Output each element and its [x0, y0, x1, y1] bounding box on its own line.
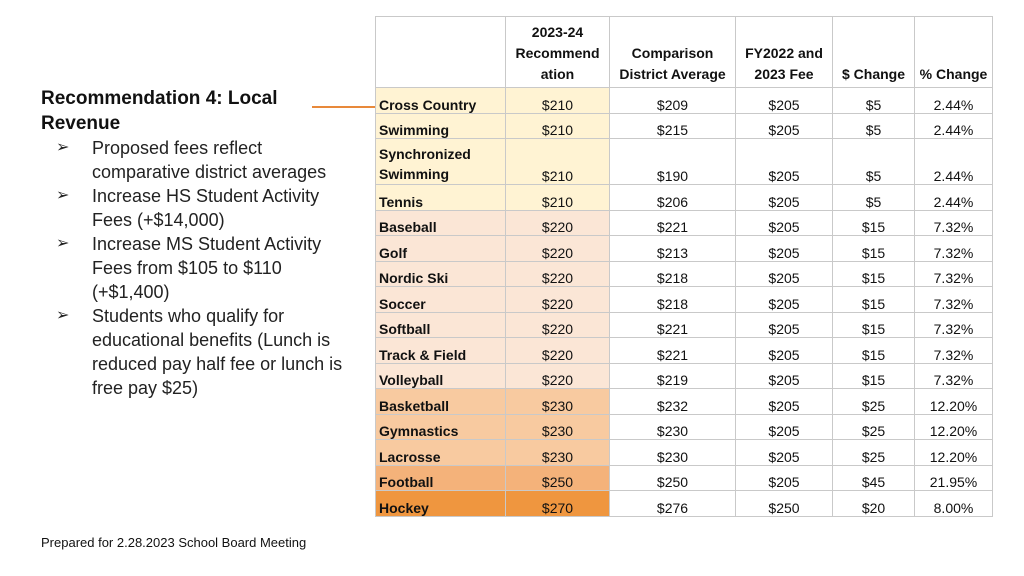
- table-row: [376, 363, 993, 389]
- cell-percent-change: 2.44%: [915, 185, 993, 211]
- cell-district-average: $218: [610, 261, 736, 287]
- cell-sport: Softball: [376, 312, 506, 338]
- cell-district-average: $190: [610, 139, 736, 185]
- header-current-fee: FY2022 and 2023 Fee: [736, 17, 833, 88]
- table-row: [376, 389, 993, 415]
- table-row: [376, 210, 993, 236]
- cell-percent-change: 7.32%: [915, 363, 993, 389]
- cell-district-average: $218: [610, 287, 736, 313]
- cell-percent-change: 7.32%: [915, 261, 993, 287]
- cell-dollar-change: $15: [833, 261, 915, 287]
- header-district-average: Comparison District Average: [610, 17, 736, 88]
- cell-current-fee: $250: [736, 491, 833, 517]
- cell-percent-change: 7.32%: [915, 236, 993, 262]
- table-row: [376, 440, 993, 466]
- cell-percent-change: 2.44%: [915, 139, 993, 185]
- cell-recommendation: $230: [506, 414, 610, 440]
- header-sport: [376, 17, 506, 88]
- cell-recommendation: $220: [506, 287, 610, 313]
- arrow-bullet-icon: ➢: [56, 235, 70, 252]
- cell-district-average: $215: [610, 113, 736, 139]
- cell-current-fee: $205: [736, 389, 833, 415]
- cell-district-average: $209: [610, 88, 736, 114]
- table-body: [376, 88, 993, 517]
- cell-district-average: $213: [610, 236, 736, 262]
- cell-current-fee: $205: [736, 287, 833, 313]
- cell-sport: Hockey: [376, 491, 506, 517]
- cell-recommendation: $220: [506, 312, 610, 338]
- cell-recommendation: $230: [506, 389, 610, 415]
- cell-current-fee: $205: [736, 210, 833, 236]
- cell-sport: Lacrosse: [376, 440, 506, 466]
- cell-district-average: $221: [610, 312, 736, 338]
- cell-current-fee: $205: [736, 113, 833, 139]
- cell-sport: Basketball: [376, 389, 506, 415]
- header-recommendation: 2023-24 Recommend ation: [506, 17, 610, 88]
- cell-current-fee: $205: [736, 312, 833, 338]
- recommendation-panel: [41, 86, 346, 400]
- table-row: [376, 414, 993, 440]
- cell-current-fee: $205: [736, 236, 833, 262]
- cell-recommendation: $220: [506, 210, 610, 236]
- cell-percent-change: 2.44%: [915, 113, 993, 139]
- table-row: [376, 139, 993, 185]
- cell-recommendation: $220: [506, 261, 610, 287]
- cell-sport: Volleyball: [376, 363, 506, 389]
- cell-dollar-change: $20: [833, 491, 915, 517]
- cell-recommendation: $220: [506, 236, 610, 262]
- cell-percent-change: 2.44%: [915, 88, 993, 114]
- cell-current-fee: $205: [736, 465, 833, 491]
- cell-recommendation: $210: [506, 88, 610, 114]
- cell-recommendation: $250: [506, 465, 610, 491]
- cell-dollar-change: $25: [833, 440, 915, 466]
- table-row: [376, 113, 993, 139]
- table-header-row: [376, 17, 993, 88]
- cell-recommendation: $270: [506, 491, 610, 517]
- cell-sport: Swimming: [376, 113, 506, 139]
- table-row: [376, 338, 993, 364]
- cell-district-average: $221: [610, 210, 736, 236]
- cell-recommendation: $230: [506, 440, 610, 466]
- cell-current-fee: $205: [736, 185, 833, 211]
- cell-recommendation: $210: [506, 185, 610, 211]
- cell-district-average: $221: [610, 338, 736, 364]
- table-row: [376, 261, 993, 287]
- cell-current-fee: $205: [736, 414, 833, 440]
- table-row: [376, 185, 993, 211]
- cell-dollar-change: $5: [833, 139, 915, 185]
- cell-dollar-change: $15: [833, 363, 915, 389]
- cell-dollar-change: $5: [833, 88, 915, 114]
- cell-current-fee: $205: [736, 88, 833, 114]
- table-row: [376, 88, 993, 114]
- cell-percent-change: 7.32%: [915, 338, 993, 364]
- cell-recommendation: $220: [506, 338, 610, 364]
- cell-percent-change: 21.95%: [915, 465, 993, 491]
- slide-heading: Recommendation 4: Local Revenue: [41, 88, 278, 134]
- arrow-bullet-icon: ➢: [56, 139, 70, 156]
- cell-recommendation: $210: [506, 139, 610, 185]
- cell-dollar-change: $5: [833, 185, 915, 211]
- cell-dollar-change: $15: [833, 236, 915, 262]
- cell-recommendation: $210: [506, 113, 610, 139]
- connector-line: [312, 106, 378, 108]
- cell-percent-change: 7.32%: [915, 287, 993, 313]
- table-row: [376, 287, 993, 313]
- header-percent-change: % Change: [915, 17, 993, 88]
- bullet-item: ➢ Proposed fees reflect comparative district averages: [56, 138, 327, 182]
- cell-sport: Tennis: [376, 185, 506, 211]
- table-row: [376, 312, 993, 338]
- cell-district-average: $250: [610, 465, 736, 491]
- cell-recommendation: $220: [506, 363, 610, 389]
- cell-dollar-change: $15: [833, 287, 915, 313]
- cell-sport: Track & Field: [376, 338, 506, 364]
- cell-percent-change: 8.00%: [915, 491, 993, 517]
- bullet-list: [41, 136, 346, 400]
- bullet-item: ➢ Increase MS Student Activity Fees from $105 to $110 (+$1,400): [56, 234, 322, 302]
- cell-sport: Baseball: [376, 210, 506, 236]
- cell-dollar-change: $15: [833, 312, 915, 338]
- cell-sport: Soccer: [376, 287, 506, 313]
- cell-sport: Nordic Ski: [376, 261, 506, 287]
- cell-sport: Golf: [376, 236, 506, 262]
- footer-note: Prepared for 2.28.2023 School Board Meeting: [41, 535, 307, 550]
- header-dollar-change: $ Change: [833, 17, 915, 88]
- cell-dollar-change: $25: [833, 389, 915, 415]
- table-row: [376, 236, 993, 262]
- cell-current-fee: $205: [736, 363, 833, 389]
- cell-dollar-change: $5: [833, 113, 915, 139]
- cell-current-fee: $205: [736, 139, 833, 185]
- cell-sport: Gymnastics: [376, 414, 506, 440]
- cell-dollar-change: $45: [833, 465, 915, 491]
- cell-sport: Cross Country: [376, 88, 506, 114]
- cell-percent-change: 12.20%: [915, 440, 993, 466]
- arrow-bullet-icon: ➢: [56, 187, 70, 204]
- table-row: [376, 491, 993, 517]
- bullet-item: ➢ Students who qualify for educational benefits (Lunch is reduced pay half fee or lunch is free pay $25): [56, 306, 343, 398]
- cell-sport: Football: [376, 465, 506, 491]
- cell-dollar-change: $15: [833, 210, 915, 236]
- cell-district-average: $230: [610, 440, 736, 466]
- cell-current-fee: $205: [736, 440, 833, 466]
- cell-percent-change: 7.32%: [915, 312, 993, 338]
- cell-district-average: $219: [610, 363, 736, 389]
- cell-district-average: $230: [610, 414, 736, 440]
- cell-sport: Synchronized Swimming: [376, 139, 506, 185]
- cell-dollar-change: $25: [833, 414, 915, 440]
- cell-district-average: $232: [610, 389, 736, 415]
- fee-table: [375, 16, 993, 517]
- cell-percent-change: 12.20%: [915, 414, 993, 440]
- cell-current-fee: $205: [736, 261, 833, 287]
- bullet-item: ➢ Increase HS Student Activity Fees (+$14,000): [56, 186, 320, 230]
- cell-district-average: $276: [610, 491, 736, 517]
- cell-percent-change: 12.20%: [915, 389, 993, 415]
- cell-percent-change: 7.32%: [915, 210, 993, 236]
- table-row: [376, 465, 993, 491]
- arrow-bullet-icon: ➢: [56, 307, 70, 324]
- cell-dollar-change: $15: [833, 338, 915, 364]
- cell-current-fee: $205: [736, 338, 833, 364]
- cell-district-average: $206: [610, 185, 736, 211]
